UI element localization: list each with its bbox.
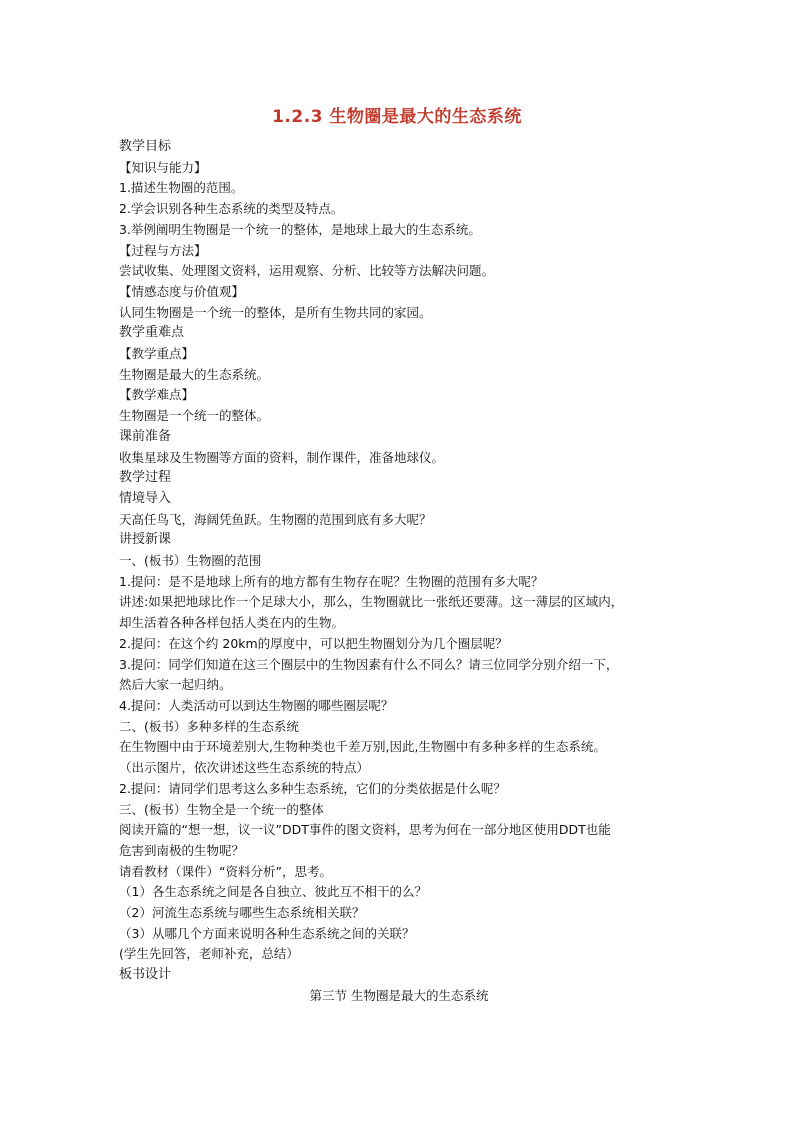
text-line: 1.提问：是不是地球上所有的地方都有生物存在呢？生物圈的范围有多大呢？ <box>119 573 544 589</box>
text-line: 生物圈是一个统一的整体。 <box>119 408 270 424</box>
text-line: 请看教材（课件）“资料分析”，思考。 <box>119 863 332 879</box>
text-line: 二、(板书）多种多样的生态系统 <box>119 718 299 734</box>
board-design-title: 第三节 生物圈是最大的生态系统 <box>309 987 489 1003</box>
section-heading: 教学过程 <box>119 470 172 486</box>
text-line: 一、(板书）生物圈的范围 <box>119 553 262 569</box>
section-heading: 情境导入 <box>119 490 172 506</box>
text-line: 2.提问：在这个约 20km的厚度中，可以把生物圈划分为几个圈层呢？ <box>119 635 508 651</box>
text-line: 然后大家一起归纳。 <box>119 677 232 693</box>
section-heading: 教学重难点 <box>119 325 185 341</box>
subheading: 【情感态度与价值观】 <box>119 283 245 299</box>
subheading: 【过程与方法】 <box>119 242 207 258</box>
text-line: 却生活着各种各样包括人类在内的生物。 <box>119 615 345 631</box>
text-line: 认同生物圈是一个统一的整体，是所有生物共同的家园。 <box>119 304 432 320</box>
text-line: 在生物圈中由于环境差别大,生物种类也千差万别,因此,生物圈中有多种多样的生态系统。 <box>119 739 606 755</box>
text-line: 3.提问：同学们知道在这三个圈层中的生物因素有什么不同么？请三位同学分别介绍一下， <box>119 656 619 672</box>
document-body <box>119 137 679 1007</box>
subheading: 【教学难点】 <box>119 387 195 403</box>
text-line: 天高任鸟飞，海阔凭鱼跃。生物圈的范围到底有多大呢？ <box>119 511 432 527</box>
text-line: 危害到南极的生物呢？ <box>119 842 245 858</box>
text-line: （出示图片，依次讲述这些生态系统的特点） <box>119 760 370 776</box>
section-heading: 课前准备 <box>119 428 172 444</box>
text-line: 2.提问：请同学们思考这么多种生态系统，它们的分类依据是什么呢？ <box>119 780 506 796</box>
text-line: （3）从哪几个方面来说明各种生态系统之间的关联？ <box>119 925 415 941</box>
subheading: 【知识与能力】 <box>119 159 207 175</box>
text-line: (学生先回答，老师补充，总结） <box>119 946 299 962</box>
subheading: 【教学重点】 <box>119 346 195 362</box>
text-line: （2）河流生态系统与哪些生态系统相关联？ <box>119 905 365 921</box>
text-line: 尝试收集、处理图文资料，运用观察、分析、比较等方法解决问题。 <box>119 263 495 279</box>
text-line: 生物圈是最大的生态系统。 <box>119 366 270 382</box>
text-line: 三、(板书）生物全是一个统一的整体 <box>119 801 324 817</box>
text-line: 3.举例阐明生物圈是一个统一的整体，是地球上最大的生态系统。 <box>119 221 481 237</box>
section-heading: 讲授新课 <box>119 532 172 548</box>
text-line: 收集星球及生物圈等方面的资料，制作课件，准备地球仪。 <box>119 449 445 465</box>
text-line: 讲述:如果把地球比作一个足球大小，那么，生物圈就比一张纸还要薄。这一薄层的区域内， <box>119 594 624 610</box>
document-title: 1.2.3 生物圈是最大的生态系统 <box>272 107 522 127</box>
section-heading: 板书设计 <box>119 967 172 983</box>
text-line: 4.提问：人类活动可以到达生物圈的哪些圈层呢？ <box>119 697 394 713</box>
text-line: （1）各生态系统之间是各自独立、彼此互不相干的么？ <box>119 884 427 900</box>
section-heading: 教学目标 <box>119 139 172 154</box>
text-line: 阅读开篇的“想一想，议一议”DDT事件的图文资料，思考为何在一部分地区使用DDT也能 <box>119 822 611 838</box>
text-line: 2.学会识别各种生态系统的类型及特点。 <box>119 201 344 217</box>
text-line: 1.描述生物圈的范围。 <box>119 180 244 196</box>
